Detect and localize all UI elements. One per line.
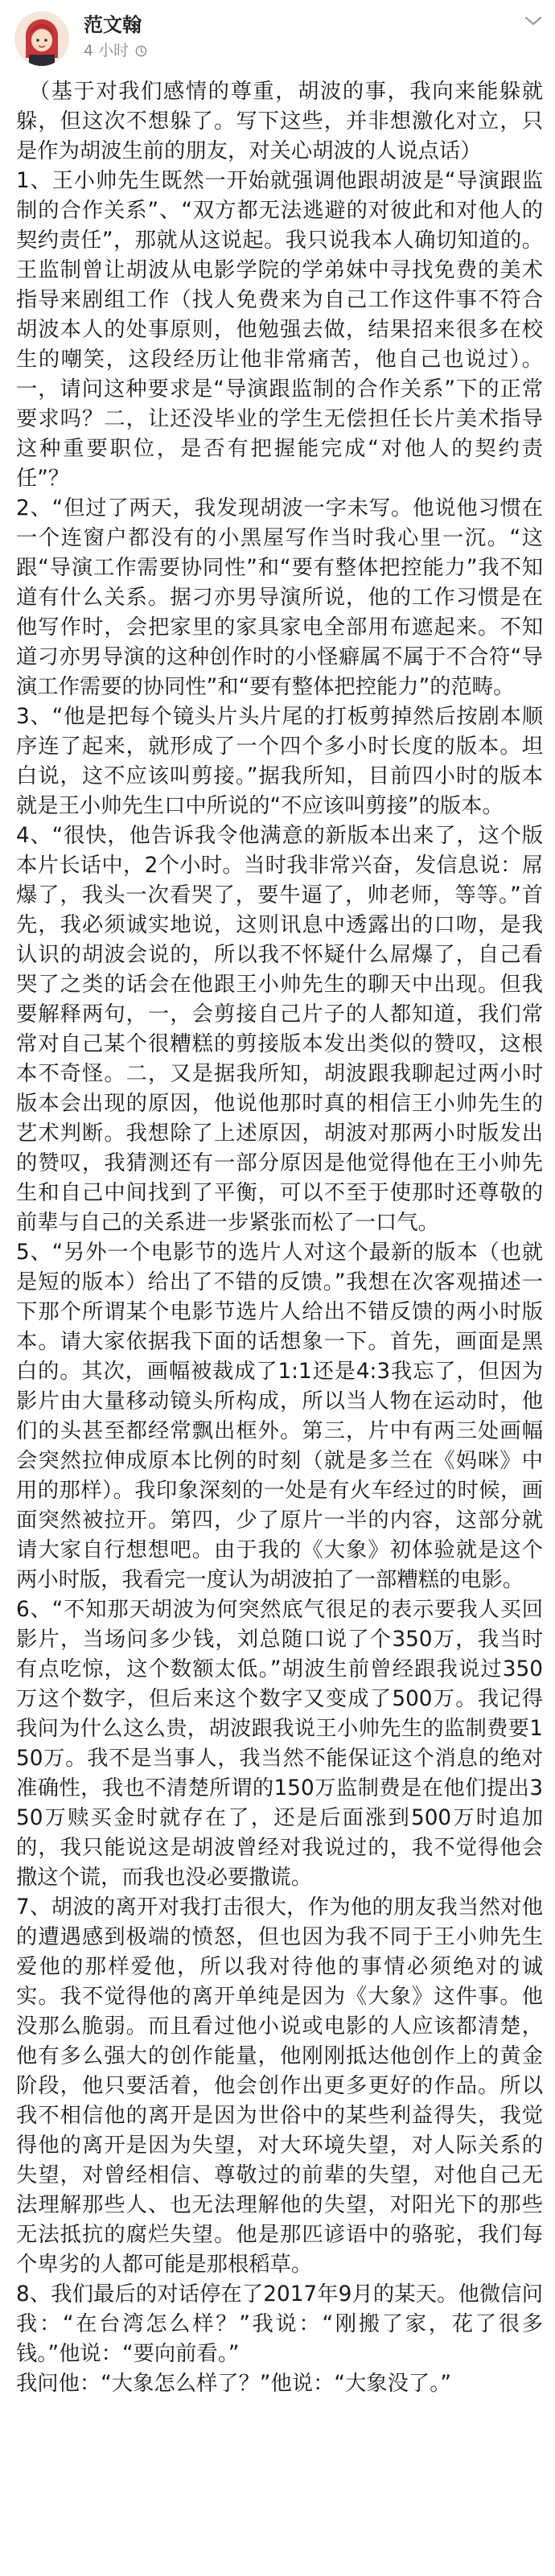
post-paragraph: 3、“他是把每个镜头片头片尾的打板剪掉然后按剧本顺序连了起来，就形成了一个四个多小时长度的版本。坦白说，这不应该叫剪接。”据我所知，目前四小时的版本就是王小帅先生口中所说的“不应该叫剪接”的版本。 <box>16 705 543 818</box>
post-paragraph: 8、我们最后的对话停在了2017年9月的某天。他微信问我：“在台湾怎么样？”我说：“刚搬了家，花了很多钱。”他说：“要向前看。” <box>16 2282 543 2366</box>
clock-icon <box>135 45 147 57</box>
post-meta <box>84 40 147 61</box>
post-paragraph: 我问他：“大象怎么样了？”他说：“大象没了。” <box>16 2372 451 2396</box>
post-paragraph: 7、胡波的离开对我打击很大，作为他的朋友我当然对他的遭遇感到极端的愤怒，但也因为我不同于王小帅先生爱他的那样爱他，所以我对待他的事情必须绝对的诚实。我不觉得他的离开单纯是因为《大象》这件事。他没那么脆弱。而且看过他小说或电影的人应该都清楚，他有多么强大的创作能量，他刚刚抵达他创作上的黄金阶段，他只要活着，他会创作出更多更好的作品。所以我不相信他的离开是因为世俗中的某些利益得失，我觉得他的离开是因为失望，对大环境失望，对人际关系的失望，对曾经相信、尊敬过的前辈的失望，对他自己无法理解那些人、也无法理解他的失望，对阳光下的那些无法抵抗的腐烂失望。他是那匹谚语中的骆驼，我们每个卑劣的人都可能是那根稻草。 <box>16 1895 543 2277</box>
post-paragraph: 6、“不知那天胡波为何突然底气很足的表示要我人买回影片，当场问多少钱，刘总随口说了个350万，我当时有点吃惊，这个数额太低。”胡波生前曾经跟我说过350万这个数字，但后来这个数字又变成了500万。我记得我问为什么这么贵，胡波跟我说王小帅先生的监制费要150万。我不是当事人，我当然不能保证这个消息的绝对准确性，我也不清楚所谓的150万监制费是在他们提出350万赎买金时就存在了，还是后面涨到500万时追加的，我只能说这是胡波曾经对我说过的，我不觉得他会撒这个谎，而我也没必要撒谎。 <box>16 1598 543 1890</box>
post-paragraph: 2、“但过了两天，我发现胡波一字未写。他说他习惯在一个连窗户都没有的小黑屋写作当时我心里一沉。“这跟“导演工作需要协同性”和“要有整体把控能力”我不知道有什么关系。据刁亦男导演所说，他的工作习惯是在他写作时，会把家里的家具家电全部用布遮起来。不知道刁亦男导演的这种创作时的小怪癖属不属于不合符“导演工作需要的协同性”和“要有整体把控能力”的范畴。 <box>16 496 543 699</box>
post-time: 4 小时 <box>84 42 130 60</box>
chevron-down-icon[interactable] <box>523 14 544 27</box>
post-header <box>0 0 555 77</box>
post-body <box>16 77 543 2399</box>
post-paragraph: 4、“很快，他告诉我令他满意的新版本出来了，这个版本片长话中，2个小时。当时我非常兴奋，发信息说：屌爆了，我头一次看哭了，要牛逼了，帅老师，等等。”首先，我必须诚实地说，这则讯息中透露出的口吻，是我认识的胡波会说的，所以我不怀疑什么屌爆了，自己看哭了之类的话会在他跟王小帅先生的聊天中出现。但我要解释两句，一，会剪接自己片子的人都知道，我们常常对自己某个很糟糕的剪接版本发出类似的赞叹，这根本不奇怪。二，又是据我所知，胡波跟我聊起过两小时版本会出现的原因，他说他那时真的相信王小帅先生的艺术判断。我想除了上述原因，胡波对那两小时版发出的赞叹，我猜测还有一部分原因是他觉得他在王小帅先生和自己中间找到了平衡，可以不至于使那时还尊敬的前辈与自己的关系进一步紧张而松了一口气。 <box>16 824 543 1235</box>
post-paragraph: 5、“另外一个电影节的选片人对这个最新的版本（也就是短的版本）给出了不错的反馈。”我想在次客观描述一下那个所谓某个电影节选片人给出不错反馈的两小时版本。请大家依据我下面的话想象一下。首先，画面是黑白的。其次，画幅被裁成了1:1还是4:3我忘了，但因为影片由大量移动镜头所构成，所以当人物在运动时，他们的头甚至都经常飘出框外。第三，片中有两三处画幅会突然拉伸成原本比例的时刻（就是多兰在《妈咪》中用的那样）。我印象深刻的一处是有火车经过的时候，画面突然被拉开。第四，少了原片一半的内容，这部分就请大家自行想想吧。由于我的《大象》初体验就是这个两小时版，我看完一度认为胡波拍了一部糟糕的电影。 <box>16 1241 543 1592</box>
post-paragraph: （基于对我们感情的尊重，胡波的事，我向来能躲就躲，但这次不想躲了。写下这些，并非想激化对立，只是作为胡波生前的朋友，对关心胡波的人说点话） <box>16 80 543 163</box>
author-name[interactable]: 范文翰 <box>84 14 142 36</box>
author-avatar[interactable] <box>14 11 69 66</box>
post-paragraph: 1、王小帅先生既然一开始就强调他跟胡波是“导演跟监制的合作关系”、“双方都无法逃避的对彼此和对他人的契约责任”，那就从这说起。我只说我本人确切知道的。王监制曾让胡波从电影学院的学弟妹中寻找免费的美术指导来剧组工作（找人免费来为自己工作这件事不符合胡波本人的处事原则，他勉强去做，结果招来很多在校生的嘲笑，这段经历让他非常痛苦，他自己也说过）。一，请问这种要求是“导演跟监制的合作关系”下的正常要求吗？二，让还没毕业的学生无偿担任长片美术指导这种重要职位，是否有把握能完成“对他人的契约责任”？ <box>16 169 543 491</box>
user-avatar <box>14 11 69 66</box>
